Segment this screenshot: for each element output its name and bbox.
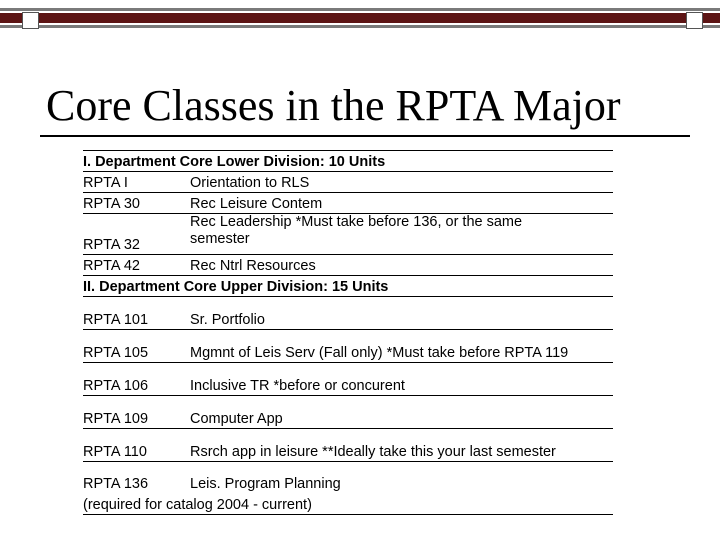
square-bullet-icon — [22, 12, 39, 29]
square-bullet-icon — [686, 12, 703, 29]
course-code: RPTA 32 — [83, 237, 140, 253]
course-code: RPTA 110 — [83, 444, 147, 460]
band-top-line — [0, 8, 720, 11]
section-heading-text: I. Department Core Lower Division: 10 Units — [83, 154, 386, 170]
course-name: Rec Ntrl Resources — [190, 258, 316, 274]
course-code: RPTA 42 — [83, 258, 140, 274]
course-code: RPTA 136 — [83, 476, 149, 492]
band-bottom-line — [0, 25, 720, 28]
section-heading-lower — [83, 150, 613, 172]
table-row — [83, 172, 613, 193]
table-row — [83, 396, 613, 429]
course-name: Computer App — [190, 411, 283, 427]
table-row — [83, 214, 613, 255]
course-name: Mgmnt of Leis Serv (Fall only) *Must take before RPTA 119 — [190, 345, 569, 361]
table-row — [83, 363, 613, 396]
course-name — [190, 214, 613, 248]
table-row — [83, 429, 613, 462]
course-name-line: Rec Leadership *Must take before 136, or the same — [190, 214, 523, 230]
course-code: RPTA 105 — [83, 345, 149, 361]
section-heading-upper — [83, 276, 613, 297]
table-row — [83, 297, 613, 330]
table-row — [83, 330, 613, 363]
course-code: RPTA 30 — [83, 196, 140, 212]
band-maroon-stripe — [0, 13, 720, 23]
course-note: (required for catalog 2004 - current) — [83, 497, 312, 513]
course-table — [83, 150, 613, 515]
course-code: RPTA 106 — [83, 378, 149, 394]
course-name: Leis. Program Planning — [190, 476, 341, 492]
table-row — [83, 476, 613, 515]
course-name: Rec Leisure Contem — [190, 196, 323, 212]
course-name-line: semester — [190, 231, 250, 247]
table-row — [83, 193, 613, 214]
course-code: RPTA I — [83, 175, 128, 191]
course-name: Inclusive TR *before or concurent — [190, 378, 405, 394]
course-name: Orientation to RLS — [190, 175, 310, 191]
slide-title: Core Classes in the RPTA Major — [46, 81, 621, 130]
title-underline — [40, 135, 690, 137]
header-band — [0, 8, 720, 38]
course-name: Rsrch app in leisure **Ideally take this your last semester — [190, 444, 556, 460]
course-name: Sr. Portfolio — [190, 312, 265, 328]
table-row — [83, 255, 613, 276]
course-code: RPTA 101 — [83, 312, 149, 328]
section-heading-text: II. Department Core Upper Division: 15 Units — [83, 279, 389, 295]
course-code: RPTA 109 — [83, 411, 149, 427]
